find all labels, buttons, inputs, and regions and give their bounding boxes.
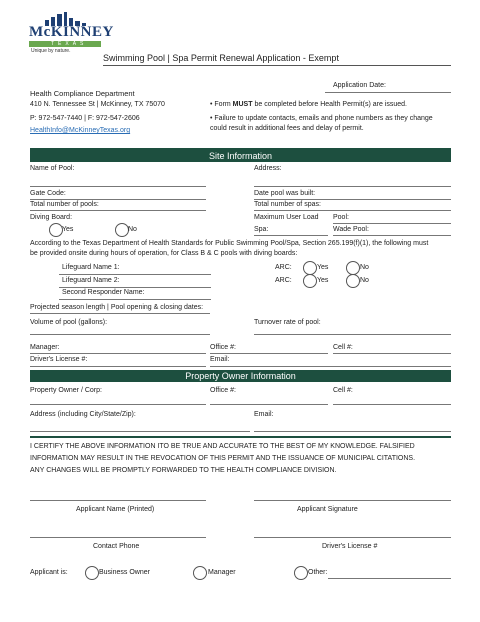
title-rule: [103, 65, 451, 66]
application-date-label: Application Date:: [333, 82, 386, 89]
owner-office-label: Office #:: [210, 387, 236, 394]
wade-pool-field[interactable]: [333, 235, 451, 236]
diving-board-no-label: No: [128, 226, 137, 233]
name-of-pool-label: Name of Pool:: [30, 165, 75, 172]
drivers-license-label: Driver's License #:: [30, 356, 88, 363]
site-information-heading: Site Information: [30, 150, 451, 162]
lifeguard2-arc-no-radio[interactable]: [346, 274, 360, 288]
other-field[interactable]: [328, 578, 451, 579]
date-built-field[interactable]: [254, 199, 451, 200]
total-spas-field[interactable]: [254, 210, 451, 211]
address-field[interactable]: [254, 186, 451, 187]
other-radio[interactable]: [294, 566, 308, 580]
applicant-name-field[interactable]: [30, 500, 206, 501]
lifeguard1-arc-no-radio[interactable]: [346, 261, 360, 275]
department-address: 410 N. Tennessee St | McKinney, TX 75070: [30, 101, 165, 108]
drivers-license-sign-label: Driver's License #: [322, 543, 378, 550]
volume-label: Volume of pool (gallons):: [30, 319, 108, 326]
lifeguard1-arc-label: ARC:: [275, 264, 292, 271]
owner-office-field[interactable]: [210, 404, 328, 405]
manager-office-field[interactable]: [210, 353, 328, 354]
volume-field[interactable]: [30, 334, 210, 335]
lifeguard2-arc-label: ARC:: [275, 277, 292, 284]
business-owner-radio[interactable]: [85, 566, 99, 580]
department-name: Health Compliance Department: [30, 89, 135, 98]
season-length-label: Projected season length | Pool opening & closing dates:: [30, 304, 204, 311]
lifeguard1-arc-yes-radio[interactable]: [303, 261, 317, 275]
total-pools-label: Total number of pools:: [30, 201, 99, 208]
applicant-signature-field[interactable]: [254, 500, 451, 501]
drivers-license-field[interactable]: [30, 366, 206, 367]
owner-address-field[interactable]: [30, 431, 250, 432]
spa-load-label: Spa:: [254, 226, 269, 233]
note1-must: MUST: [232, 101, 253, 108]
logo-tagline: Unique by nature.: [31, 48, 71, 54]
owner-corp-field[interactable]: [30, 404, 206, 405]
manager-email-label: Email:: [210, 356, 230, 363]
owner-email-field[interactable]: [254, 431, 451, 432]
gate-code-label: Gate Code:: [30, 190, 66, 197]
diving-board-yes-radio[interactable]: [49, 223, 63, 237]
owner-cell-field[interactable]: [333, 404, 451, 405]
total-spas-label: Total number of spas:: [254, 201, 321, 208]
property-owner-heading: Property Owner Information: [30, 370, 451, 382]
gate-code-field[interactable]: [30, 199, 206, 200]
note1-pre: • Form: [210, 101, 233, 108]
department-email-link[interactable]: HealthInfo@McKinneyTexas.org: [30, 127, 131, 134]
lifeguard1-arc-no-label: No: [360, 264, 369, 271]
second-responder-field[interactable]: [59, 299, 211, 300]
second-responder-label: Second Responder Name:: [62, 289, 145, 296]
date-built-label: Date pool was built:: [254, 190, 316, 197]
manager-cell-label: Cell #:: [333, 344, 353, 351]
note1-post: be completed before Health Permit(s) are issued.: [252, 101, 407, 108]
manager-radio[interactable]: [193, 566, 207, 580]
drivers-license-sign-field[interactable]: [254, 537, 451, 538]
applicant-name-label: Applicant Name (Printed): [76, 506, 155, 513]
contact-phone-label: Contact Phone: [93, 543, 140, 550]
spa-load-field[interactable]: [254, 235, 328, 236]
lifeguard1-arc-yes-label: Yes: [317, 264, 329, 271]
lifeguard2-label: Lifeguard Name 2:: [62, 277, 120, 284]
applicant-is-label: Applicant is:: [30, 569, 68, 576]
standards-text-line1: According to the Texas Department of Health Standards for Public Swimming Pool/Spa, Section 265.199(f)(1), the following must: [30, 240, 429, 247]
owner-cell-label: Cell #:: [333, 387, 353, 394]
name-of-pool-field[interactable]: [30, 186, 206, 187]
form-title: Swimming Pool | Spa Permit Renewal Application - Exempt: [103, 53, 339, 63]
diving-board-yes-label: Yes: [62, 226, 74, 233]
lifeguard1-label: Lifeguard Name 1:: [62, 264, 120, 271]
owner-address-label: Address (including City/State/Zip):: [30, 411, 136, 418]
manager-label: Manager:: [30, 344, 60, 351]
lifeguard2-arc-yes-radio[interactable]: [303, 274, 317, 288]
owner-bottom-rule: [30, 436, 451, 438]
standards-text-line2: be provided onsite during hours of operation, for Class B & C pools with diving boards:: [30, 250, 298, 257]
mckinney-logo: [29, 12, 114, 54]
max-user-load-label: Maximum User Load: [254, 214, 319, 221]
logo-sub: TEXAS: [51, 41, 88, 47]
manager-cell-field[interactable]: [333, 353, 451, 354]
note-failure-line2: could result in additional fees and delay of permit.: [210, 125, 364, 132]
turnover-label: Turnover rate of pool:: [254, 319, 321, 326]
manager-radio-label: Manager: [208, 569, 236, 576]
lifeguard1-field[interactable]: [59, 274, 211, 275]
logo-name: McKINNEY: [29, 24, 114, 40]
diving-board-no-radio[interactable]: [115, 223, 129, 237]
pool-load-label: Pool:: [333, 214, 349, 221]
business-owner-label: Business Owner: [99, 569, 150, 576]
contact-phone-field[interactable]: [30, 537, 206, 538]
manager-office-label: Office #:: [210, 344, 236, 351]
application-date-field[interactable]: [325, 92, 451, 93]
address-label: Address:: [254, 165, 282, 172]
diving-board-label: Diving Board:: [30, 214, 73, 221]
lifeguard2-arc-no-label: No: [360, 277, 369, 284]
lifeguard2-field[interactable]: [59, 287, 211, 288]
wade-pool-label: Wade Pool:: [333, 226, 369, 233]
certify-line1: I CERTIFY THE ABOVE INFORMATION ITO BE TRUE AND ACCURATE TO THE BEST OF MY KNOWLEDGE. FALSIFIED: [30, 443, 415, 450]
season-length-field[interactable]: [30, 313, 210, 314]
owner-email-label: Email:: [254, 411, 274, 418]
manager-field[interactable]: [30, 353, 206, 354]
total-pools-field[interactable]: [30, 210, 206, 211]
applicant-signature-label: Applicant Signature: [297, 506, 358, 513]
note-failure-line1: • Failure to update contacts, emails and phone numbers as they change: [210, 115, 433, 122]
manager-email-field[interactable]: [210, 366, 451, 367]
department-phone: P: 972-547-7440 | F: 972-547-2606: [30, 115, 140, 122]
lifeguard2-arc-yes-label: Yes: [317, 277, 329, 284]
pool-load-field[interactable]: [333, 223, 451, 224]
certify-line2: INFORMATION MAY RESULT IN THE REVOCATION OF THIS PERMIT AND THE ISSUANCE OF MUNICIPAL CITATIONS.: [30, 455, 416, 462]
turnover-field[interactable]: [254, 334, 451, 335]
other-radio-label: Other:: [308, 569, 328, 576]
certify-line3: ANY CHANGES WILL BE PROMPTLY FORWARDED TO THE HEALTH COMPLIANCE DIVISION.: [30, 467, 337, 474]
owner-corp-label: Property Owner / Corp:: [30, 387, 102, 394]
note-must-complete: [210, 101, 407, 108]
